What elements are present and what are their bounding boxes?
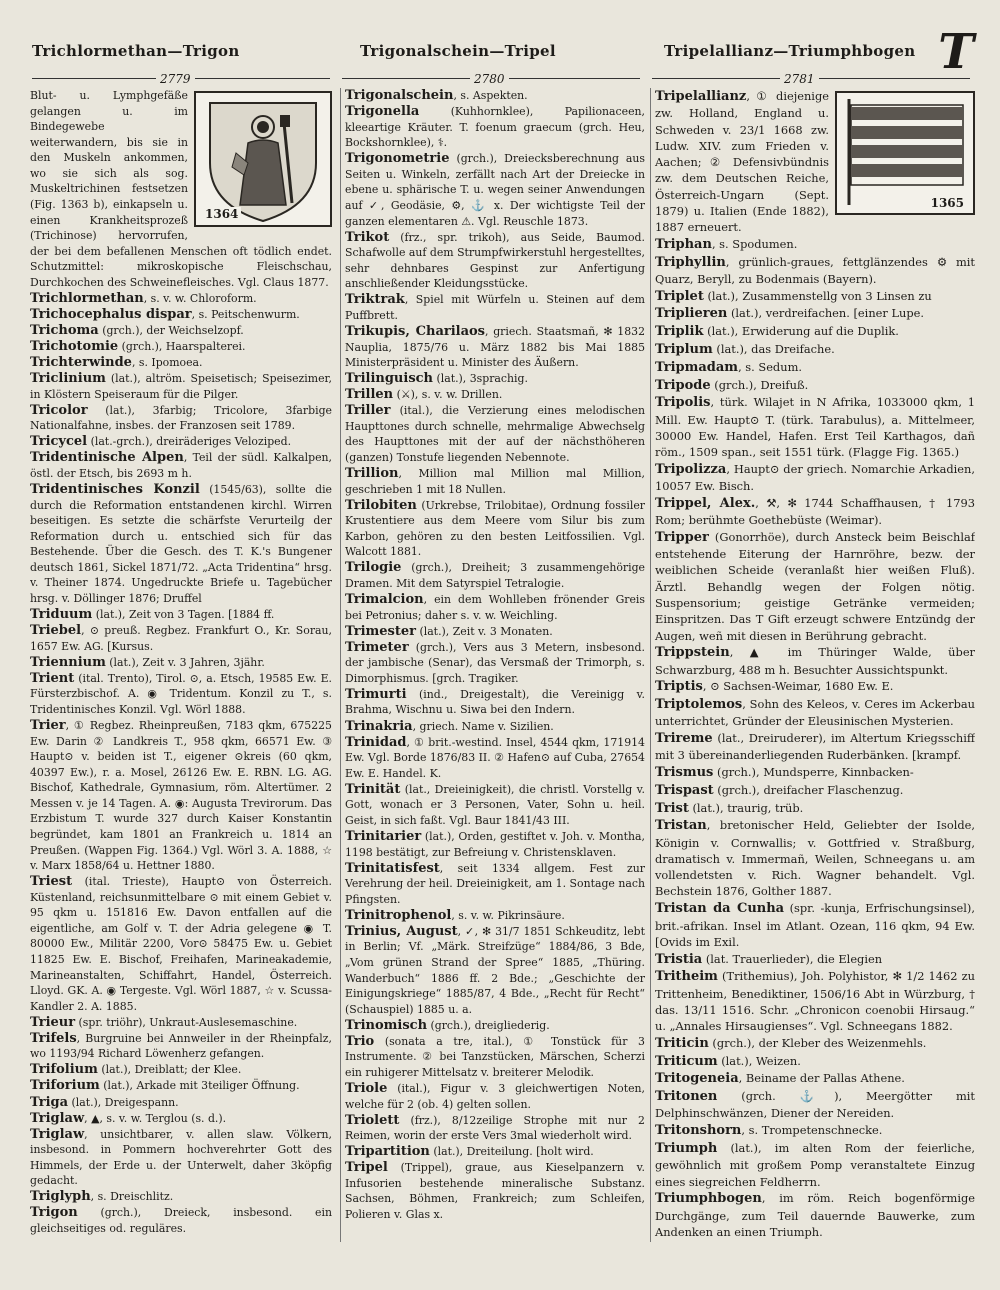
entry-text: , ① diejenige zw. Holland, England u. Schweden v. 23/1 1668 zw. Ludw. XIV. zum Frieden v. Aachen; ② Defensivbündnis zw. dem Deutschen Reiche, Österreich-Ungarn (Sept. 1879) u. Italien (Ende 1882), 1887 erneuert. <box>655 89 829 235</box>
dictionary-entry <box>345 1113 645 1144</box>
dictionary-entry <box>655 236 975 253</box>
dictionary-entry <box>30 450 332 481</box>
header-left-title: Trichlormethan—Trigon <box>32 42 240 60</box>
entry-headword: Trilobiten <box>345 497 417 513</box>
entry-headword: Trikupis, Charilaos <box>345 323 486 339</box>
entry-headword: Trichotomie <box>30 339 119 354</box>
entry-text: , Million mal Million mal Million, geschrieben 1 mit 18 Nullen. <box>345 467 645 496</box>
entry-text: (grch. ⚓), Meergötter mit Delphinschwänzen, Diener der Nereiden. <box>655 1089 975 1121</box>
entry-text: (Gonorrhöe), durch Ansteck beim Beischlaf entstehende Eiterung der Harnröhre, bezw. der weiblichen Scheide (veranlaßt hier weißen Fluß). Ärztl. Behandlg wegen der Folgen nötig. Suspensorium; geistige Getränke vermeiden; Einspritzen. Das T Gift erzeugt schwere Entzündg der Augen, weñ mit diesen in Berührung gebracht. <box>655 529 975 643</box>
entry-text: (lat.), Dreigespann. <box>68 1095 179 1109</box>
dictionary-entry <box>30 1031 332 1062</box>
entry-headword: Triktrak <box>345 292 405 308</box>
entry-text: , ein dem Wohlleben frönender Greis bei Petronius; daher s. v. w. Weichling. <box>345 593 645 622</box>
dictionary-entry <box>30 434 332 450</box>
entry-headword: Trigonometrie <box>345 151 450 167</box>
entry-headword: Triebel <box>30 623 82 639</box>
entry-headword: Triglaw <box>30 1110 85 1126</box>
entry-headword: Trireme <box>655 731 713 747</box>
dictionary-entry <box>655 968 975 1034</box>
entry-text: (lat.), das Dreifache. <box>712 341 835 356</box>
entry-text: (lat.), traurig, trüb. <box>688 800 804 815</box>
dictionary-entry <box>655 1070 975 1087</box>
dictionary-entry <box>345 371 645 387</box>
entry-text: , Beiname der Pallas Athene. <box>738 1071 905 1086</box>
dictionary-entry <box>345 324 645 371</box>
entry-text: (lat.), Zeit von 3 Tagen. [1884 ff. <box>92 608 275 622</box>
dictionary-entry <box>345 104 645 151</box>
entry-headword: Triplet <box>655 288 704 304</box>
entry-text: , s. Peitschenwurm. <box>191 307 300 321</box>
dictionary-entry <box>655 394 975 460</box>
entry-headword: Trichterwinde <box>30 355 132 371</box>
entry-text: (Trithemius), Joh. Polyhistor, ✻ 1/2 1462 zu Trittenheim, Benediktiner, 1506/16 Abt in Würzburg, † das. 13/11 1516. Schr. „Chronicon coenobii Hirsaug.“ u. „Annales Hirsaugienses“. Vgl. Schneegans 1882. <box>655 969 975 1034</box>
entry-headword: Trifolium <box>30 1062 98 1078</box>
dictionary-entry <box>30 1127 332 1189</box>
entry-headword: Trippel, Alex. <box>655 495 756 511</box>
dictionary-entry <box>345 1081 645 1112</box>
entry-text: , s. v. w. Pikrinsäure. <box>451 908 565 922</box>
entry-headword: Trinius, August <box>345 923 458 939</box>
entry-headword: Trillion <box>345 466 399 481</box>
dictionary-entry <box>655 288 975 305</box>
entry-text: , s. Dreischlitz. <box>90 1190 174 1204</box>
dictionary-entry <box>30 482 332 607</box>
dictionary-entry <box>30 655 332 671</box>
dictionary-entry <box>655 900 975 950</box>
entry-text: (grch.), dreigliederig. <box>427 1018 550 1032</box>
entry-headword: Trinität <box>345 781 401 797</box>
dictionary-entry <box>345 1160 645 1222</box>
entry-text: , ✓, ✻ 31/7 1851 Schkeuditz, lebt in Berlin; Vf. „Märk. Streifzüge“ 1884/86, 3 Bde, „Vom grünen Strand der Spree“ 1885, „Thüring. Wanderbuch“ 1886 ff. 2 Bde.; „Geschichte der Einigungskriege“ 1885/87, 4 Bde., „Recht für Recht“ (Schauspiel) 1885 u. a. <box>345 924 645 1016</box>
entry-text: , s. v. w. Chloroform. <box>143 291 257 305</box>
entry-text: (ital.), die Verzierung eines melodischen Haupttones durch schnelle, mehrmalige Abwechselg des Haupttones mit der auf der nächsthöheren (ganzen) Tonstufe liegenden Nebennote. <box>345 404 645 464</box>
entry-text: (lat.), 3farbig; Tricolore, 3farbige Nationalfahne, insbes. der Franzosen seit 1789. <box>30 403 332 433</box>
dictionary-entry <box>345 1018 645 1034</box>
entry-text: (lat.), Weizen. <box>717 1053 801 1068</box>
entry-headword: Tridentinische Alpen <box>30 450 184 466</box>
header-center-title: Trigonalschein—Tripel <box>360 42 556 60</box>
dictionary-entry <box>655 696 975 730</box>
entry-headword: Trimurti <box>345 686 407 702</box>
entry-text: (lat.), Orden, gestiftet v. Joh. v. Montha, 1198 bestätigt, zur Befreiung v. Christensklaven. <box>345 829 645 859</box>
entry-text: , ▲ im Thüringer Walde, über Schwarzburg, 488 m h. Besuchter Aussichtspunkt. <box>655 645 975 677</box>
dictionary-entry <box>345 387 645 403</box>
entry-text: (grch.), dreifacher Flaschenzug. <box>713 782 904 797</box>
entry-text: (⚔), s. v. w. Drillen. <box>393 388 503 402</box>
entry-text: (ital. Trento), Tirol. ⊙, a. Etsch, 19585 Ew. E. Fürsterzbischof. A. ◉ Tridentum. Konzil zu T., s. Tridentinisches Konzil. Vgl. Wörl 1888. <box>30 671 332 716</box>
dictionary-entry <box>30 874 332 1014</box>
dictionary-entry <box>345 230 645 292</box>
entry-headword: Tripartition <box>345 1144 430 1160</box>
dictionary-entry <box>345 592 645 623</box>
entry-text: (lat., Dreieinigkeit), die christl. Vorstellg v. Gott, wonach er 3 Personen, Vater, Sohn u. heil. Geist, in sich faßt. Vgl. Baur 1841/43 III. <box>345 782 645 827</box>
entry-headword: Trilogie <box>345 560 402 576</box>
entry-text: (ital. Trieste), Haupt⊙ von Österreich. Küstenland, reichsunmittelbare ⊙ mit einem Gebiet v. 95 qkm u. 151816 Ew. Davon entfallen auf die eigentliche, am Golf v. T. der Adria gelegene ◉ T. 80000 Ew., Militär 2200, Vor⊙ 58475 Ew. u. Gebiet 11825 Ew. E. Bischof, Freihafen, Marineakademie, Marineanstalten, Schiffahrt, Handel, Österreich. Lloyd. GK. A. ◉ Tergeste. Vgl. Wörl 1887, ☆ v. Scussa-Kandler 2. A. 1885. <box>30 875 332 1013</box>
dictionary-entry <box>655 817 975 899</box>
dictionary-entry <box>30 671 332 718</box>
dictionary-entry <box>345 782 645 829</box>
entry-text: (frz., spr. trikoh), aus Seide, Baumod. Schafwolle auf dem Strumpfwirkerstuhl hergestelltes, sehr dehnbares Gespinst zur Anfertigung anschließender Kleidungsstücke. <box>345 230 645 291</box>
dictionary-entry <box>655 730 975 764</box>
dictionary-entry <box>345 560 645 591</box>
dictionary-entry <box>345 861 645 908</box>
entry-headword: Trimalcion <box>345 592 424 607</box>
entry-text: (ital.), Figur v. 3 gleichwertigen Noten, welche für 2 (ob. 4) gelten sollen. <box>345 1081 645 1111</box>
dictionary-entry <box>345 719 645 735</box>
entry-text: (spr. -kunja, Erfrischungsinsel), brit.-afrikan. Insel im Atlant. Ozean, 116 qkm, 94 Ew. [Ovids im Exil. <box>655 901 975 949</box>
entry-headword: Triphyllin <box>655 254 726 270</box>
entry-headword: Trispast <box>655 782 714 798</box>
dictionary-entry <box>655 800 975 817</box>
entry-headword: Triplum <box>655 341 713 357</box>
entry-headword: Trio <box>345 1033 375 1049</box>
dictionary-entry <box>345 908 645 924</box>
entry-headword: Trikot <box>345 229 390 245</box>
dictionary-entry <box>30 355 332 371</box>
entry-headword: Trichocephalus dispar <box>30 306 192 322</box>
entry-headword: Trismus <box>655 765 714 781</box>
entry-headword: Tripel <box>345 1160 388 1176</box>
entry-text: , s. Sedum. <box>738 359 802 374</box>
figure-number: 1365 <box>928 195 967 211</box>
entry-text: (lat.), Erwiderung auf die Duplik. <box>703 324 899 339</box>
entry-headword: Trilinguisch <box>345 371 434 387</box>
entry-text: (grch.), der Weichselzopf. <box>98 323 244 337</box>
dictionary-entry <box>655 529 975 644</box>
entry-headword: Trinomisch <box>345 1017 428 1033</box>
entry-text: , bretonischer Held, Geliebter der Isolde, Königin v. Cornwallis; v. Gottfried v. Straßburg, dramatisch v. Immermañ, Weilen, Schneegans u. am vollendetsten v. Rich. Wagner behandelt. Vgl. Bechstein 1876, Golther 1887. <box>655 818 975 899</box>
entry-text: , ⊙ Sachsen-Weimar, 1680 Ew. E. <box>702 679 894 694</box>
entry-headword: Tritonen <box>655 1089 718 1105</box>
saint-figure-icon <box>196 93 330 225</box>
entry-headword: Triumphbogen <box>655 1191 762 1207</box>
dictionary-entry <box>30 291 332 307</box>
entry-headword: Triglyph <box>30 1189 91 1205</box>
entry-text: (ind., Dreigestalt), die Vereinigg v. Brahma, Wischnu u. Siwa bei den Indern. <box>345 687 645 717</box>
entry-headword: Tripper <box>655 529 709 545</box>
entry-text: (lat.-grch.), dreiräderiges Veloziped. <box>87 435 292 449</box>
entry-headword: Tridentinisches Konzil <box>30 482 200 498</box>
entry-text: (lat.), verdreifachen. [einer Lupe. <box>727 306 925 321</box>
entry-text: , griech. Staatsmañ, ✻ 1832 Nauplia, 1875/76 u. März 1882 bis Mai 1885 Ministerpräsident u. Minister des Äußern. <box>345 324 645 370</box>
entry-text: (lat.), 3sprachig. <box>433 372 528 386</box>
dictionary-entry <box>345 88 645 104</box>
dictionary-entry <box>655 1053 975 1070</box>
entry-headword: Triforium <box>30 1078 100 1094</box>
dictionary-entry <box>655 782 975 799</box>
dictionary-entry <box>655 1035 975 1052</box>
dictionary-entry <box>655 461 975 495</box>
dictionary-entry <box>345 687 645 718</box>
entry-text: , Haupt⊙ der griech. Nomarchie Arkadien, 10057 Ew. Bisch. <box>655 461 975 494</box>
entry-headword: Trient <box>30 670 75 686</box>
dictionary-entry <box>655 678 975 695</box>
dictionary-entry <box>30 1062 332 1078</box>
entry-text: , s. Trompetenschnecke. <box>741 1123 883 1138</box>
dictionary-entry <box>655 1140 975 1190</box>
entry-text: , im röm. Reich bogenförmige Durchgänge, zum Teil dauernde Bauwerke, zum Andenken an einen Triumph. <box>655 1191 975 1239</box>
entry-headword: Tristan da Cunha <box>655 901 785 917</box>
entry-headword: Tritogeneia <box>655 1071 739 1087</box>
entry-text: (lat.), altröm. Speisetisch; Speisezimer, in Klöstern Speiseraum für die Pilger. <box>30 372 332 401</box>
entry-text: , ① brit.-westind. Insel, 4544 qkm, 171914 Ew. Vgl. Borde 1876/83 II. ② Hafen⊙ auf Cuba, 27654 Ew. E. Handel. K. <box>345 735 645 780</box>
header-right-title: Tripelallianz—Triumphbogen <box>664 42 916 60</box>
dictionary-entry <box>30 307 332 323</box>
entry-text: (lat.), im alten Rom der feierliche, gewöhnlich mit großem Pomp veranstaltete Einzug eines siegreichen Feldherrn. <box>655 1140 975 1189</box>
dictionary-entry <box>30 1078 332 1094</box>
dictionary-entry <box>655 764 975 781</box>
entry-text: (lat.), Zusammenstellg von 3 Linsen zu <box>703 288 932 303</box>
entry-headword: Tristia <box>655 951 703 967</box>
entry-headword: Triglaw <box>30 1126 85 1142</box>
entry-headword: Tritheim <box>655 969 718 985</box>
entry-headword: Trichlormethan <box>30 290 144 306</box>
entry-headword: Trillen <box>345 387 394 403</box>
entry-headword: Trieur <box>30 1014 76 1030</box>
page-number-right: 2781 <box>780 72 819 86</box>
entry-text: (grch.), Dreieck, insbesond. ein gleichseitiges od. reguläres. <box>30 1206 332 1235</box>
entry-text: , s. Aspekten. <box>453 89 528 102</box>
entry-text: (frz.), 8/12zeilige Strophe mit nur 2 Reimen, worin der erste Vers 3mal wiederholt wird. <box>345 1113 645 1143</box>
dictionary-entry <box>655 495 975 529</box>
dictionary-entry <box>30 371 332 402</box>
entry-headword: Triptolemos <box>655 697 743 713</box>
entry-headword: Triller <box>345 403 391 419</box>
entry-text: , seit 1334 allgem. Fest zur Verehrung der heil. Dreieinigkeit, am 1. Sontage nach Pfingsten. <box>345 861 645 906</box>
entry-headword: Trimeter <box>345 639 409 655</box>
entry-text: , Burgruine bei Annweiler in der Rheinpfalz, wo 1193/94 Richard Löwenherz gefangen. <box>30 1031 332 1061</box>
dictionary-entry <box>345 924 645 1017</box>
dictionary-entry <box>30 1111 332 1127</box>
dictionary-entry <box>30 718 332 874</box>
column-center <box>340 88 645 1242</box>
entry-text: (grch.), Dreiheit; 3 zusammengehörige Dramen. Mit dem Satyrspiel Tetralogie. <box>345 561 645 590</box>
page-number-center: 2780 <box>470 72 509 86</box>
dictionary-entry <box>655 644 975 678</box>
dictionary-entry <box>655 359 975 376</box>
entry-headword: Triumph <box>655 1140 718 1156</box>
dictionary-entry <box>30 623 332 654</box>
dictionary-entry <box>655 1190 975 1240</box>
dictionary-entry <box>655 341 975 358</box>
entry-headword: Triole <box>345 1080 388 1096</box>
dictionary-entry <box>345 624 645 640</box>
entry-text: (1545/63), sollte die durch die Reformation entstandenen kirchl. Wirren beseitigen. Es setzte die schärfste Verurteilg der Reformation durch u. entschied sich für das Bestehende. Über die Gesch. des T. K.'s Bungener deutsch 1861, Sickel 1871/72. „Acta Tridentina“ hrsg. v. Theiner 1874. Ungedruckte Briefe u. Tagebücher hrsg. v. Döllinger 1876; Druffel <box>30 483 332 605</box>
entry-headword: Tricycel <box>30 434 88 450</box>
entry-text: (Kuhhornklee), Papilionaceen, kleeartige Kräuter. T. foenum graecum (grch. Heu, Bockshornklee), ⚕. <box>345 105 645 150</box>
entry-text: , Teil der südl. Kalkalpen, östl. der Etsch, bis 2693 m h. <box>30 451 332 480</box>
entry-headword: Tripelallianz <box>655 89 747 104</box>
entry-text: , Sohn des Keleos, v. Ceres im Ackerbau unterrichtet, Gründer der Eleusinischen Mysterien. <box>655 697 975 729</box>
entry-headword: Trinitrophenol <box>345 907 452 923</box>
page-number-left: 2779 <box>156 72 195 86</box>
entry-headword: Triest <box>30 874 73 890</box>
column-left <box>30 88 332 1242</box>
entry-text: (lat.), Dreiblatt; der Klee. <box>97 1063 242 1077</box>
entry-headword: Tripmadam <box>655 359 739 375</box>
dictionary-entry <box>655 951 975 968</box>
dictionary-entry <box>30 1189 332 1205</box>
dictionary-entry <box>345 151 645 229</box>
entry-headword: Triphan <box>655 236 712 252</box>
entry-text: (grch.), Mundsperre, Kinnbacken- <box>713 765 914 780</box>
entry-headword: Trigonalschein <box>345 88 454 103</box>
dictionary-entry <box>655 1088 975 1122</box>
entry-text: Blut- u. Lymphgefäße gelangen u. im Bindegewebe weiterwandern, bis sie in den Muskeln ankommen, wo sie sich als sog. Muskeltrichinen festsetzen (Fig. 1363 b), einkapseln u. einen Krankheitsprozeß (Trichinose) hervorrufen, der bei dem befallenen Menschen oft tödlich endet. Schutzmittel: mikroskopische Fleischschau, Durchkochen des Schweinefleisches. Vgl. Claus 1877. <box>30 89 332 289</box>
entry-headword: Trinakria <box>345 718 413 734</box>
entry-text: (grch.), der Kleber des Weizenmehls. <box>708 1035 927 1050</box>
entry-text: (grch.), Dreiecksberechnung aus Seiten u. Winkeln, zerfällt nach Art der Dreiecke in ebene u. sphärische T. u. wegen seiner Anwendungen auf ✓, Geodäsie, ⚙, ⚓ x. Der wichtigste Teil der ganzen elementaren ⚠. Vgl. Reuschle 1873. <box>345 152 645 228</box>
entry-headword: Triclinium <box>30 371 106 387</box>
entry-headword: Tripolizza <box>655 461 727 477</box>
entry-headword: Triticin <box>655 1035 709 1051</box>
figure-number: 1364 <box>202 207 241 223</box>
entry-headword: Trippstein <box>655 645 730 661</box>
entry-text: (sonata a tre, ital.), ① Tonstück für 3 Instrumente. ② bei Tanzstücken, Märschen, Scherzi ein ruhigerer Mittelsatz v. breiterer Melodik. <box>345 1034 645 1079</box>
dictionary-entry <box>30 1095 332 1111</box>
entry-headword: Trist <box>655 800 689 816</box>
entry-text: (grch.), Vers aus 3 Metern, insbesond. der jambische (Senar), das Versmaß der Trimorph, s. Dimorphismus. [grch. Tragiker. <box>345 640 645 685</box>
entry-headword: Tripode <box>655 377 711 393</box>
entry-headword: Trifels <box>30 1030 77 1046</box>
tripoli-flag-figure <box>835 91 975 215</box>
dictionary-entry <box>655 1122 975 1139</box>
dictionary-entry <box>345 403 645 465</box>
entry-headword: Tritonshorn <box>655 1123 742 1139</box>
entry-text: (spr. triöhr), Unkraut-Auslesemaschine. <box>75 1015 298 1029</box>
entry-headword: Triptis <box>655 679 703 695</box>
entry-text: , ⊙ preuß. Regbez. Frankfurt O., Kr. Sorau, 1657 Ew. AG. [Kursus. <box>30 624 332 653</box>
entry-headword: Triolett <box>345 1112 400 1128</box>
dictionary-entry <box>345 735 645 782</box>
dictionary-entry <box>30 323 332 339</box>
entry-text: (lat.), Dreiteilung. [holt wird. <box>429 1145 594 1159</box>
entry-text: , ▲, s. v. w. Terglou (s. d.). <box>84 1111 227 1125</box>
entry-headword: Trinitatisfest <box>345 860 440 876</box>
entry-text: , s. Spodumen. <box>711 236 798 251</box>
entry-text: (lat.), Zeit v. 3 Jahren, 3jähr. <box>105 655 265 669</box>
entry-headword: Trinitarier <box>345 828 422 844</box>
entry-text: , ⚒, ✻ 1744 Schaffhausen, † 1793 Rom; berühmte Goethebüste (Weimar). <box>655 495 975 528</box>
entry-headword: Triplik <box>655 324 704 340</box>
dictionary-entry <box>345 829 645 860</box>
entry-headword: Tricolor <box>30 402 88 418</box>
dictionary-entry <box>30 339 332 355</box>
entry-headword: Tristan <box>655 818 707 834</box>
entry-text: (lat.), Zeit v. 3 Monaten. <box>416 624 553 638</box>
entry-headword: Triennium <box>30 654 106 670</box>
entry-headword: Trinidad <box>345 734 407 750</box>
entry-headword: Tripolis <box>655 395 711 411</box>
entry-text: (grch.), Dreifuß. <box>710 377 809 392</box>
entry-headword: Trigon <box>30 1205 78 1221</box>
entry-text: , s. Ipomoea. <box>131 356 203 370</box>
entry-text: (lat., Dreiruderer), im Altertum Kriegsschiff mit 3 übereinanderliegenden Ruderbänken. [krampf. <box>655 731 975 763</box>
dictionary-entry <box>655 377 975 394</box>
entry-text: , grünlich-graues, fettglänzendes ⚙ mit Quarz, Beryll, zu Bodenmais (Bayern). <box>655 254 975 286</box>
dictionary-entry <box>345 1144 645 1160</box>
entry-headword: Triplieren <box>655 306 728 322</box>
dictionary-entry <box>655 305 975 322</box>
entry-headword: Triduum <box>30 607 93 623</box>
entry-headword: Trigonella <box>345 104 420 120</box>
entry-text: (lat. Trauerlieder), die Elegien <box>702 951 883 966</box>
column-right <box>650 88 975 1242</box>
dictionary-entry <box>30 403 332 434</box>
dictionary-entry <box>345 640 645 687</box>
entry-text: (lat.), Arkade mit 3teiliger Öffnung. <box>99 1079 300 1093</box>
entry-text: , griech. Name v. Sizilien. <box>412 719 554 733</box>
entry-headword: Trimester <box>345 623 416 639</box>
entry-text: , türk. Wilajet in N Afrika, 1033000 qkm, 1 Mill. Ew. Haupt⊙ T. (türk. Tarabulus), a. Mittelmeer, 30000 Ew. Handel, Hafen. Erst Teil Karthagos, dañ röm., 1509 span., seit 1551 türk. (Flagge Fig. 1365.) <box>655 395 975 460</box>
entry-headword: Triticum <box>655 1053 718 1069</box>
dictionary-entry <box>345 1034 645 1081</box>
dictionary-entry <box>30 607 332 623</box>
dictionary-entry <box>655 323 975 340</box>
dictionary-entry <box>655 254 975 288</box>
entry-text: , ① Regbez. Rheinpreußen, 7183 qkm, 675225 Ew. Darin ② Landkreis T., 958 qkm, 66571 Ew. ③ Haupt⊙ v. beiden ist T., eigener ⊙kreis (60 qkm, 40397 Ew.), r. a. Mosel, 26126 Ew. E. RBN. LG. AG. Bischof, Kathedrale, Gymnasium, röm. Altertümer. 2 Messen v. je 14 Tagen. A. ◉: Augusta Trevirorum. Das Erzbistum T. wurde 327 durch Kaiser Konstantin begründet, kam 1801 an Frankreich u. 1814 an Preußen. (Wappen Fig. 1364.) Vgl. Wörl 3. A. 1888, ☆ v. Marx 1858/64 u. Hettner 1880. <box>30 719 332 873</box>
dictionary-entry <box>345 466 645 497</box>
entry-text: , unsichtbarer, v. allen slaw. Völkern, insbesond. in Pommern hochverehrter Gott des Himmels, der Erde u. der Unterwelt, daher 3köpfig gedacht. <box>30 1127 332 1188</box>
entry-text: (Trippel), graue, aus Kieselpanzern v. Infusorien bestehende mineralische Substanz. Sachsen, Böhmen, Frankreich; zum Schleifen, Polieren v. Glas x. <box>345 1161 645 1221</box>
entry-text: (Urkrebse, Trilobitae), Ordnung fossiler Krustentiere aus dem Meere vom Silur bis zum Karbon, gehören zu den besten Leitfossilien. Vgl. Walcott 1881. <box>345 498 645 559</box>
dictionary-entry <box>345 292 645 323</box>
dictionary-entry <box>30 1015 332 1031</box>
dictionary-entry <box>345 498 645 560</box>
entry-text: (grch.), Haarspalterei. <box>118 340 246 353</box>
dictionary-entry <box>30 1205 332 1236</box>
entry-headword: Triga <box>30 1094 69 1110</box>
trier-coat-of-arms-figure <box>194 91 332 227</box>
entry-headword: Trier <box>30 718 66 733</box>
entry-headword: Trichoma <box>30 322 99 338</box>
entry-text: , Spiel mit Würfeln u. Steinen auf dem Puffbrett. <box>345 293 645 322</box>
section-letter: T <box>938 24 974 80</box>
